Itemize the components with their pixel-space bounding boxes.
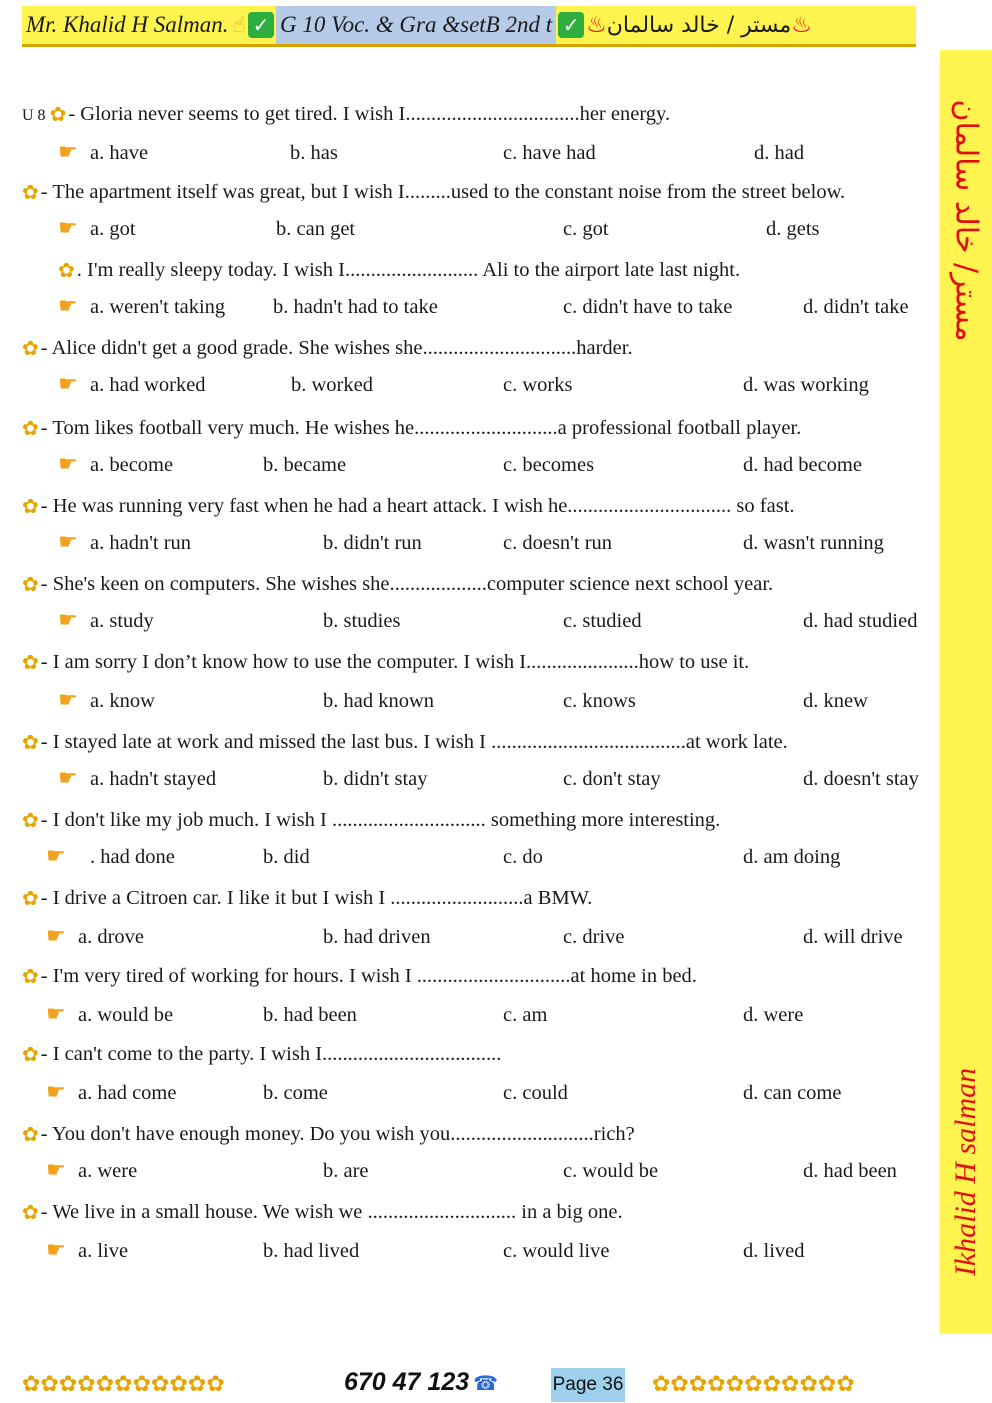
pointing-hand-icon: ☛ — [46, 1238, 66, 1263]
sunflower-icon: ✿ — [22, 1042, 39, 1066]
option-a: a. drove — [78, 926, 145, 948]
pointing-hand-icon: ☛ — [46, 1002, 66, 1027]
pointing-hand-icon: ☛ — [58, 688, 78, 713]
option-b: b. are — [323, 1160, 369, 1182]
option-a: a. got — [90, 218, 136, 240]
question-text: . I'm really sleepy today. I wish I.......................... Ali to the airport late last night. — [76, 259, 741, 281]
question-text: - I stayed late at work and missed the last bus. I wish I ......................................at work late. — [40, 731, 788, 753]
sunflower-icon: ✿ — [22, 886, 39, 910]
sunflower-icon: ✿ — [22, 650, 39, 674]
sidebar-arabic-name: مستر/ خالد سالمان — [948, 98, 984, 342]
question-10 — [22, 808, 720, 832]
option-a: a. hadn't stayed — [90, 768, 217, 790]
question-8 — [22, 650, 749, 674]
option-a: a. live — [78, 1240, 129, 1262]
question-text: - He was running very fast when he had a heart attack. I wish he................................ so fast. — [40, 495, 795, 517]
option-c: c. do — [503, 846, 543, 868]
pointing-hand-icon: ☛ — [46, 924, 66, 949]
sidebar-banner — [940, 50, 992, 1334]
pointing-hand-icon: ☛ — [46, 844, 66, 869]
unit-prefix: U 8 — [22, 107, 46, 124]
question-5 — [22, 416, 801, 440]
option-c: c. could — [503, 1082, 568, 1104]
option-d: d. will drive — [803, 926, 903, 948]
question-text: - We live in a small house. We wish we ............................. in a big one. — [40, 1201, 623, 1223]
pointing-hand-icon: ☛ — [58, 452, 78, 477]
question-3 — [58, 258, 740, 282]
question-text: - Alice didn't get a good grade. She wishes she..............................harder. — [40, 337, 633, 359]
sunflower-icon: ✿ — [22, 964, 39, 988]
option-a: a. know — [90, 690, 155, 712]
option-d: d. didn't take — [803, 296, 909, 318]
option-b: b. became — [263, 454, 347, 476]
option-b: b. didn't stay — [323, 768, 428, 790]
option-b: b. had lived — [263, 1240, 360, 1262]
option-b: b. can get — [276, 218, 356, 240]
sidebar-english-name: Ikhalid H salman — [949, 1067, 983, 1277]
option-b: b. had driven — [323, 926, 431, 948]
option-c: c. works — [503, 374, 573, 396]
option-b: b. has — [290, 142, 338, 164]
option-d: d. were — [743, 1004, 804, 1026]
pointing-hand-icon: ☛ — [58, 216, 78, 241]
option-d: d. had — [754, 142, 805, 164]
page-number: Page 36 — [551, 1368, 625, 1402]
hot-springs-icon: ♨ — [791, 12, 812, 38]
header-arabic-name: مستر / خالد سالمان — [606, 12, 792, 38]
sunflower-icon: ✿ — [22, 180, 39, 204]
option-a: a. have — [90, 142, 149, 164]
sunflower-icon: ✿ — [58, 258, 75, 282]
option-c: c. would be — [563, 1160, 659, 1182]
option-a: a. were — [78, 1160, 138, 1182]
pointing-hand-icon: ☛ — [58, 140, 78, 165]
question-7 — [22, 572, 773, 596]
option-a: a. hadn't run — [90, 532, 192, 554]
option-a: a. would be — [78, 1004, 174, 1026]
sunflower-icon: ✿ — [22, 494, 39, 518]
option-c: c. studied — [563, 610, 642, 632]
header-banner — [22, 6, 916, 47]
question-9 — [22, 730, 788, 754]
sunflower-icon: ✿ — [22, 416, 39, 440]
option-a: a. become — [90, 454, 174, 476]
pointing-hand-icon: ☛ — [58, 608, 78, 633]
sunflower-icon: ✿✿✿✿✿✿✿✿✿✿✿ — [22, 1372, 225, 1397]
sunflower-icon: ✿✿✿✿✿✿✿✿✿✿✿ — [652, 1372, 855, 1397]
option-b: b. did — [263, 846, 310, 868]
option-b: b. studies — [323, 610, 401, 632]
question-text: - I can't come to the party. I wish I................................... — [40, 1043, 502, 1065]
option-b: b. hadn't had to take — [273, 296, 438, 318]
option-d: d. wasn't running — [743, 532, 884, 554]
option-c: c. knows — [563, 690, 636, 712]
option-d: d. am doing — [743, 846, 841, 868]
pointing-hand-icon: ☛ — [46, 1158, 66, 1183]
option-d: d. lived — [743, 1240, 805, 1262]
question-4 — [22, 336, 633, 360]
question-6 — [22, 494, 795, 518]
question-text: - I don't like my job much. I wish I .............................. something more interesting. — [40, 809, 721, 831]
check-icon: ✓ — [248, 12, 274, 38]
option-b: b. had known — [323, 690, 435, 712]
option-d: d. had become — [743, 454, 862, 476]
option-c: c. am — [503, 1004, 548, 1026]
pointing-hand-icon: ☛ — [58, 294, 78, 319]
option-a: . had done — [90, 846, 175, 868]
question-1 — [22, 102, 670, 126]
option-c: c. would live — [503, 1240, 610, 1262]
sunflower-icon: ✿ — [22, 1122, 39, 1146]
header-author: Mr. Khalid H Salman. — [26, 12, 229, 37]
sunflower-icon: ✿ — [22, 336, 39, 360]
question-13 — [22, 1042, 501, 1066]
option-a: a. study — [90, 610, 154, 632]
sunflower-icon: ✿ — [22, 730, 39, 754]
option-b: b. had been — [263, 1004, 357, 1026]
option-b: b. didn't run — [323, 532, 422, 554]
option-c: c. drive — [563, 926, 625, 948]
option-a: a. weren't taking — [90, 296, 226, 318]
sunflower-icon: ✿ — [22, 572, 39, 596]
header-title: G 10 Voc. & Gra &setB 2nd t — [276, 6, 556, 44]
pointing-hand-icon: ☛ — [58, 372, 78, 397]
mobile-phone-icon: ☎ — [473, 1371, 499, 1395]
option-d: d. doesn't stay — [803, 768, 919, 790]
question-text: - I'm very tired of working for hours. I wish I ..............................at home in bed. — [40, 965, 697, 987]
option-b: b. come — [263, 1082, 328, 1104]
option-a: a. had worked — [90, 374, 206, 396]
question-12 — [22, 964, 697, 988]
option-c: c. got — [563, 218, 609, 240]
option-d: d. can come — [743, 1082, 842, 1104]
pointing-hand-icon: ☛ — [58, 530, 78, 555]
option-d: d. gets — [766, 218, 820, 240]
option-d: d. had studied — [803, 610, 918, 632]
question-text: - She's keen on computers. She wishes she...................computer science next school year. — [40, 573, 774, 595]
question-11 — [22, 886, 592, 910]
hot-springs-icon: ♨ — [586, 12, 607, 38]
question-text: - Gloria never seems to get tired. I wish I..................................her energy. — [68, 103, 671, 125]
question-text: - You don't have enough money. Do you wish you............................rich? — [40, 1123, 635, 1145]
question-15 — [22, 1200, 623, 1224]
question-14 — [22, 1122, 635, 1146]
phone-number: 670 47 123 ☎ — [344, 1368, 499, 1396]
option-a: a. had come — [78, 1082, 177, 1104]
option-c: c. becomes — [503, 454, 595, 476]
question-text: - I am sorry I don’t know how to use the computer. I wish I......................how to use it. — [40, 651, 750, 673]
question-2 — [22, 180, 845, 204]
option-c: c. have had — [503, 142, 596, 164]
option-d: d. was working — [743, 374, 869, 396]
check-icon: ✓ — [558, 12, 584, 38]
option-d: d. had been — [803, 1160, 897, 1182]
sunflower-icon: ✿ — [22, 808, 39, 832]
option-d: d. knew — [803, 690, 868, 712]
option-c: c. doesn't run — [503, 532, 613, 554]
thumbs-up-icon: ☝ — [232, 12, 246, 38]
question-text: - The apartment itself was great, but I wish I.........used to the constant noise from the street below. — [40, 181, 846, 203]
sunflower-icon: ✿ — [49, 102, 67, 126]
pointing-hand-icon: ☛ — [58, 766, 78, 791]
option-c: c. didn't have to take — [563, 296, 733, 318]
pointing-hand-icon: ☛ — [46, 1080, 66, 1105]
question-text: - I drive a Citroen car. I like it but I wish I ..........................a BMW. — [40, 887, 593, 909]
question-text: - Tom likes football very much. He wishes he............................a professional football player. — [40, 417, 802, 439]
sunflower-icon: ✿ — [22, 1200, 39, 1224]
option-c: c. don't stay — [563, 768, 661, 790]
option-b: b. worked — [291, 374, 373, 396]
